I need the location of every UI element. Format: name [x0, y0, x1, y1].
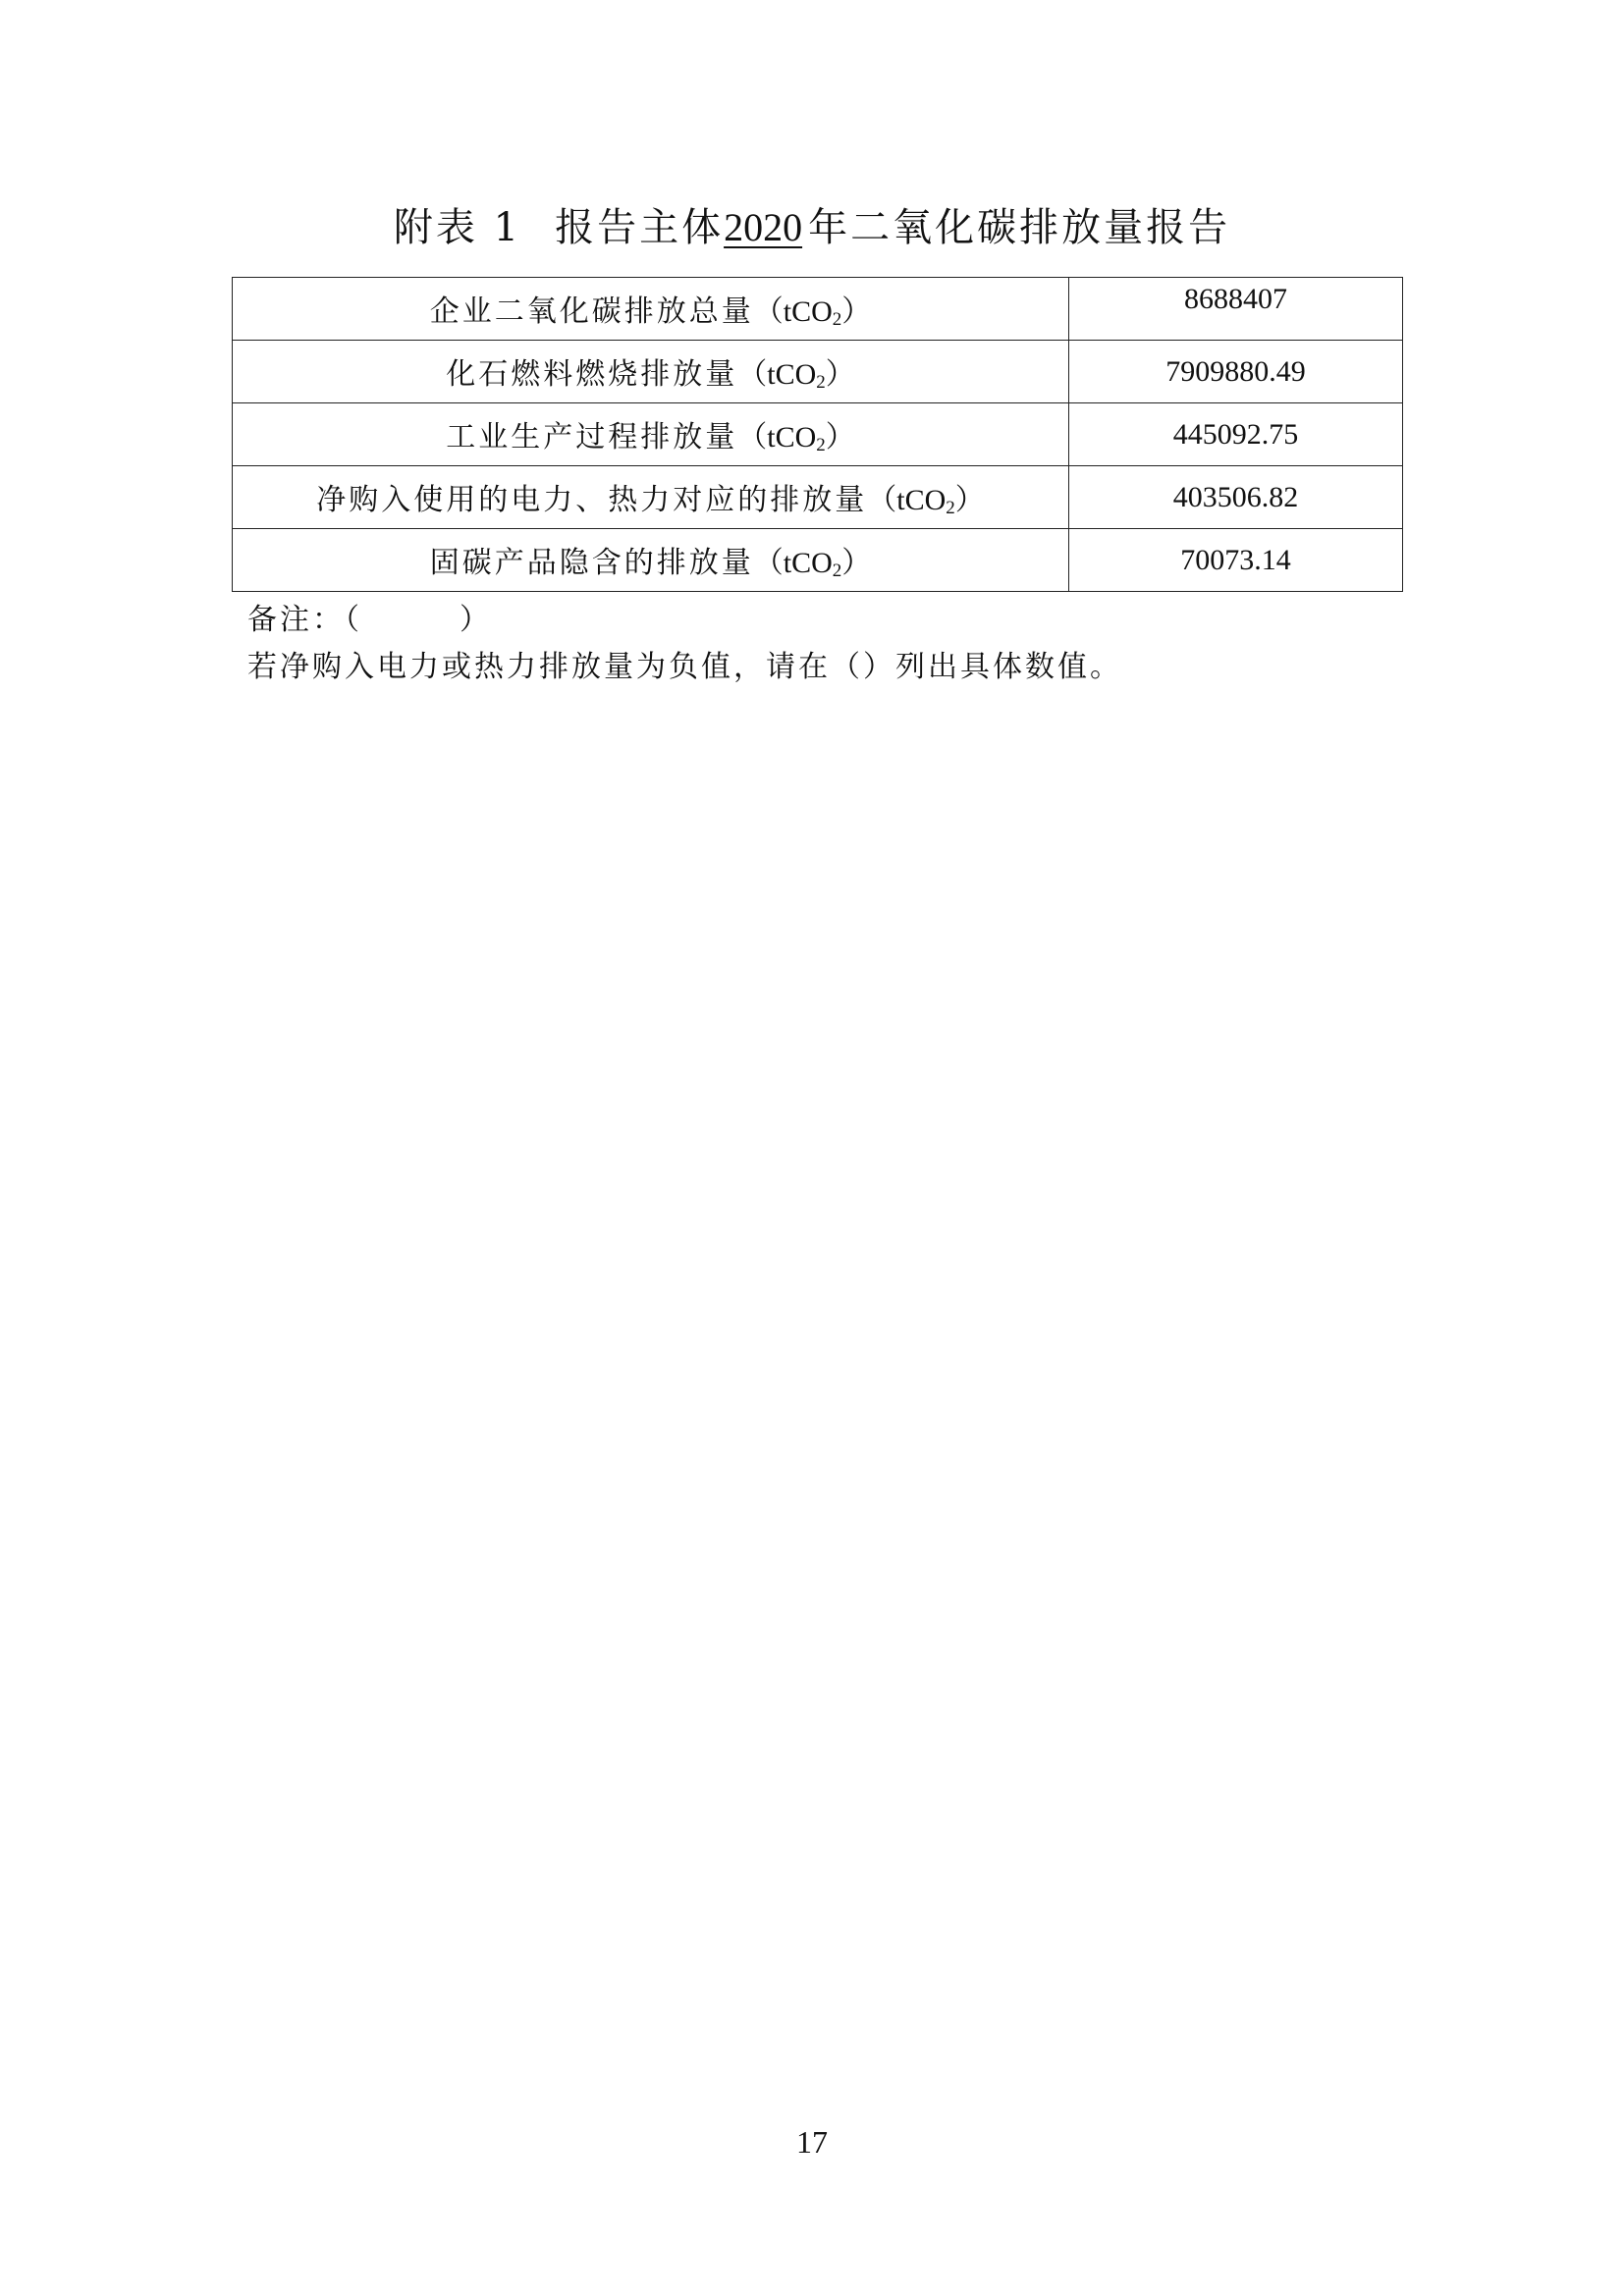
row-unit-close: ）: [825, 358, 855, 391]
row-unit: （tCO: [753, 295, 833, 328]
title-subject: 报告主体: [555, 205, 725, 250]
row-unit-subscript: 2: [816, 435, 826, 455]
row-unit: （tCO: [737, 421, 817, 454]
row-label-cell: [233, 341, 1069, 403]
row-unit-subscript: 2: [946, 498, 955, 518]
row-unit-close: ）: [954, 484, 985, 516]
row-value: 70073.14: [1180, 543, 1291, 576]
table-row: [233, 403, 1403, 466]
page-title: [0, 196, 1624, 252]
row-unit: （tCO: [867, 484, 947, 516]
row-value-cell: [1069, 466, 1403, 529]
row-unit-subscript: 2: [832, 309, 842, 330]
table-row: [233, 278, 1403, 341]
row-label: 净购入使用的电力、热力对应的排放量: [316, 483, 868, 517]
table-row: [233, 466, 1403, 529]
row-unit-close: ）: [825, 421, 855, 454]
row-value-cell: [1069, 403, 1403, 466]
row-label: 企业二氧化碳排放总量: [429, 294, 754, 329]
page-number: 17: [796, 2124, 828, 2160]
table-row: [233, 341, 1403, 403]
row-unit: （tCO: [737, 358, 817, 391]
row-value: 445092.75: [1172, 417, 1299, 451]
row-unit-subscript: 2: [832, 561, 842, 581]
table-row: [233, 529, 1403, 592]
row-label-cell: [233, 466, 1069, 529]
row-unit-close: ）: [841, 295, 872, 328]
row-label-cell: [233, 278, 1069, 341]
row-label-cell: [233, 529, 1069, 592]
row-value-cell: [1069, 341, 1403, 403]
row-label: 工业生产过程排放量: [446, 420, 738, 454]
row-unit-subscript: 2: [816, 372, 826, 393]
row-unit-close: ）: [841, 547, 872, 579]
row-label: 化石燃料燃烧排放量: [446, 357, 738, 392]
row-value-cell: [1069, 278, 1403, 341]
row-unit: （tCO: [753, 547, 833, 579]
row-label: 固碳产品隐含的排放量: [429, 546, 754, 580]
remark-line: 备注：（ ）: [247, 603, 492, 637]
title-year: 2020: [724, 205, 803, 249]
emissions-table: [232, 277, 1403, 592]
row-value-cell: [1069, 529, 1403, 592]
row-label-cell: [233, 403, 1069, 466]
remark-instruction: 若净购入电力或热力排放量为负值，请在（）列出具体数值。: [247, 650, 1122, 684]
title-prefix: 附表 1: [393, 205, 522, 250]
row-value: 8688407: [1184, 282, 1287, 315]
row-value: 403506.82: [1172, 480, 1299, 513]
row-value: 7909880.49: [1165, 354, 1306, 388]
title-suffix: 年二氧化碳排放量报告: [808, 205, 1231, 250]
